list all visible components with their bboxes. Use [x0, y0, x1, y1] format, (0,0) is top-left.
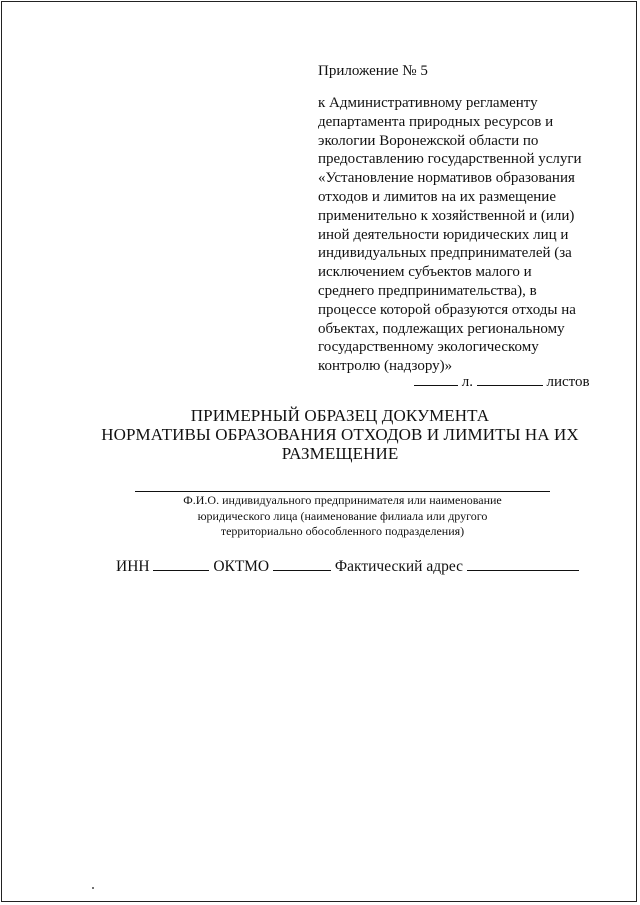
heading-line: РАЗМЕЩЕНИЕ: [281, 444, 399, 463]
oktmo-label: ОКТМО: [213, 558, 270, 575]
appendix-block: [318, 62, 598, 376]
scan-speck: [92, 887, 94, 889]
appendix-line: применительно к хозяйственной и (или): [318, 207, 575, 224]
appendix-line: к Административному регламенту: [318, 95, 538, 111]
appendix-line: департамента природных ресурсов и: [318, 113, 554, 130]
address-label: Фактический адрес: [334, 558, 463, 575]
sheet-abbrev-label: л.: [461, 374, 473, 390]
appendix-line: контролю (надзору)»: [318, 358, 453, 375]
appendix-line: отходов и лимитов на их размещение: [318, 188, 556, 205]
caption-line: территориально обособленного подразделения): [220, 524, 465, 538]
caption-line: Ф.И.О. индивидуального предпринимателя или наименование: [183, 493, 502, 507]
appendix-line: процессе которой образуются отходы на: [318, 301, 576, 318]
appendix-line: государственному экологическому: [318, 339, 539, 356]
address-blank[interactable]: [467, 556, 579, 571]
entity-name-caption: [135, 493, 550, 540]
identifiers-line: [116, 556, 579, 576]
sheets-count-line: [414, 371, 590, 391]
appendix-line: предоставлению государственной услуги: [318, 151, 582, 168]
appendix-line: исключением субъектов малого и: [318, 264, 532, 281]
oktmo-blank[interactable]: [273, 556, 331, 571]
document-heading: [40, 406, 640, 463]
appendix-line: иной деятельности юридических лиц и: [318, 226, 569, 243]
sheets-word-label: листов: [546, 374, 590, 390]
sheet-number-blank[interactable]: [414, 371, 458, 386]
appendix-line: индивидуальных предпринимателей (за: [318, 245, 572, 262]
appendix-line: среднего предпринимательства), в: [318, 282, 537, 299]
entity-name-blank-line[interactable]: [135, 491, 550, 492]
appendix-line: объектах, подлежащих региональному: [318, 320, 565, 337]
caption-line: юридического лица (наименование филиала или другого: [197, 508, 488, 523]
heading-line: ПРИМЕРНЫЙ ОБРАЗЕЦ ДОКУМЕНТА: [190, 406, 490, 425]
appendix-title: Приложение № 5: [318, 63, 428, 79]
sheets-total-blank[interactable]: [477, 371, 543, 386]
inn-label: ИНН: [116, 558, 150, 575]
heading-line: НОРМАТИВЫ ОБРАЗОВАНИЯ ОТХОДОВ И ЛИМИТЫ НА ИХ: [101, 425, 579, 444]
appendix-line: экологии Воронежской области по: [318, 132, 539, 149]
appendix-line: «Установление нормативов образования: [318, 170, 575, 187]
inn-blank[interactable]: [153, 556, 209, 571]
